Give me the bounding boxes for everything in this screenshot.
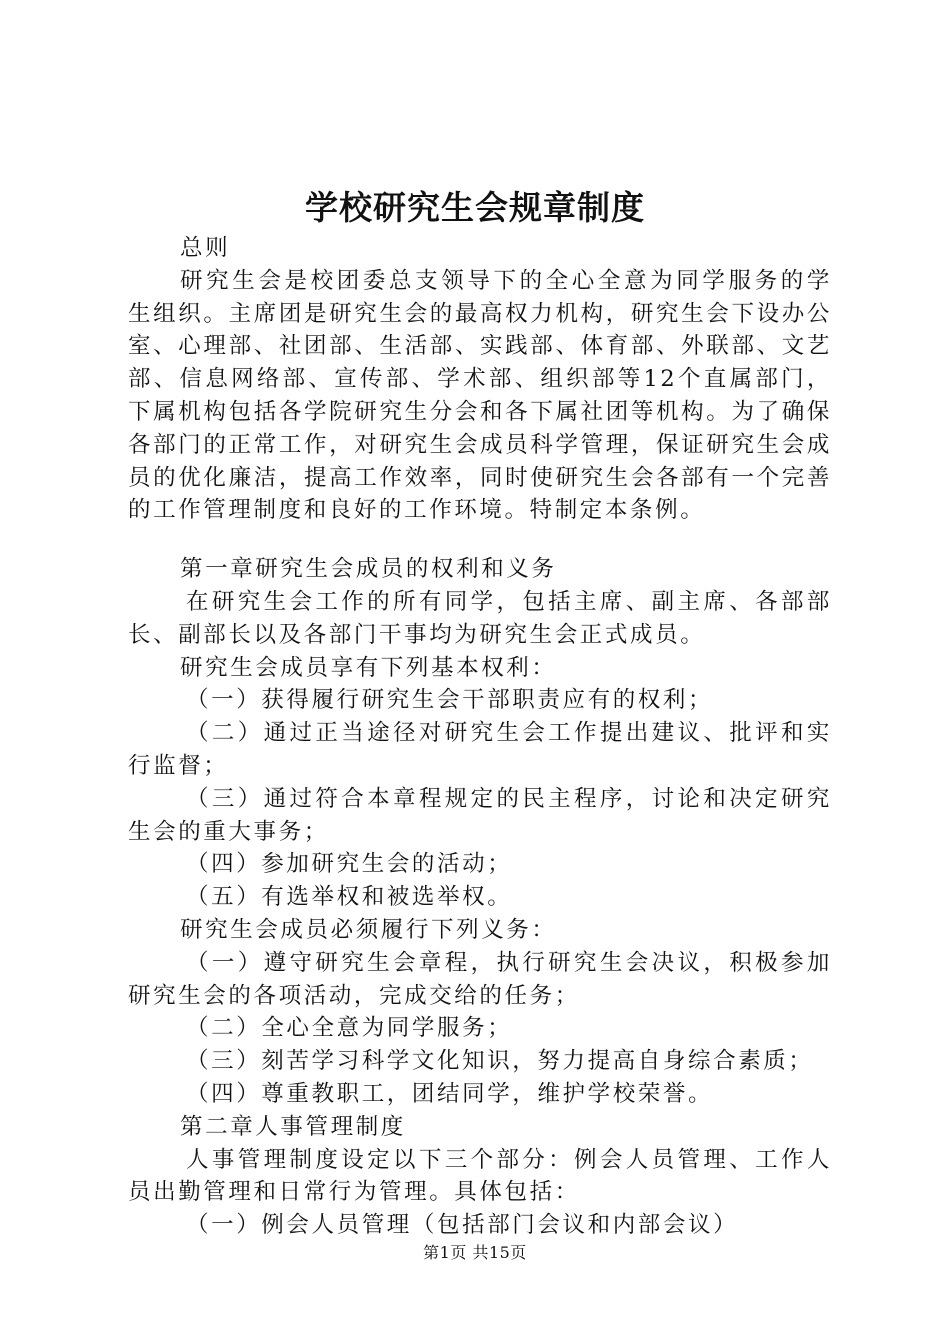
list-item-duty-4: （四）尊重教职工，团结同学，维护学校荣誉。 (186, 1080, 714, 1107)
paragraph-personnel: 人事管理制度设定以下三个部分：例会人员管理、工作人员出勤管理和日常行为管理。具体包括： (128, 1146, 832, 1206)
list-item-right-1: （一）获得履行研究生会干部职责应有的权利； (186, 687, 714, 714)
list-item-right-3: （三）通过符合本章程规定的民主程序，讨论和决定研究生会的重大事务； (128, 785, 832, 845)
chapter-heading-1: 第一章研究生会成员的权利和义务 (180, 556, 557, 583)
paragraph-members: 在研究生会工作的所有同学，包括主席、副主席、各部部长、副部长以及各部门干事均为研究生会正式成员。 (128, 588, 832, 648)
document-title: 学校研究生会规章制度 (305, 188, 645, 227)
document-body (128, 232, 832, 1242)
list-item-right-4: （四）参加研究生会的活动； (186, 851, 513, 878)
page-footer: 第1页 共15页 (423, 1243, 527, 1262)
list-item-right-2: （二）通过正当途径对研究生会工作提出建议、批评和实行监督； (128, 720, 832, 779)
list-item-right-5: （五）有选举权和被选举权。 (186, 884, 513, 911)
chapter-heading-2: 第二章人事管理制度 (180, 1113, 406, 1140)
list-item-duty-3: （三）刻苦学习科学文化知识，努力提高自身综合素质； (186, 1048, 814, 1075)
paragraph-intro: 研究生会是校团委总支领导下的全心全意为同学服务的学生组织。主席团是研究生会的最高权力机构，研究生会下设办公室、心理部、社团部、生活部、实践部、体育部、外联部、文艺部、信息网络部、宣传部、学术部、组织部等12个直属部门，下属机构包括各学院研究生分会和各下属社团等机构。为了确保各部门的正常工作，对研究生会成员科学管理，保证研究生会成员的优化廉洁，提高工作效率，同时使研究生会各部有一个完善的工作管理制度和良好的工作环境。特制定本条例。 (128, 267, 832, 524)
list-item-duty-1: （一）遵守研究生会章程，执行研究生会决议，积极参加研究生会的各项活动，完成交给的任务； (128, 949, 832, 1009)
section-heading-general: 总则 (180, 235, 231, 261)
paragraph-spacer (128, 527, 832, 553)
paragraph-rights-intro: 研究生会成员享有下列基本权利： (180, 654, 557, 681)
paragraph-duties-intro: 研究生会成员必须履行下列义务： (180, 916, 557, 943)
list-item-personnel-1: （一）例会人员管理（包括部门会议和内部会议） (186, 1212, 739, 1239)
list-item-duty-2: （二）全心全意为同学服务； (186, 1015, 513, 1042)
